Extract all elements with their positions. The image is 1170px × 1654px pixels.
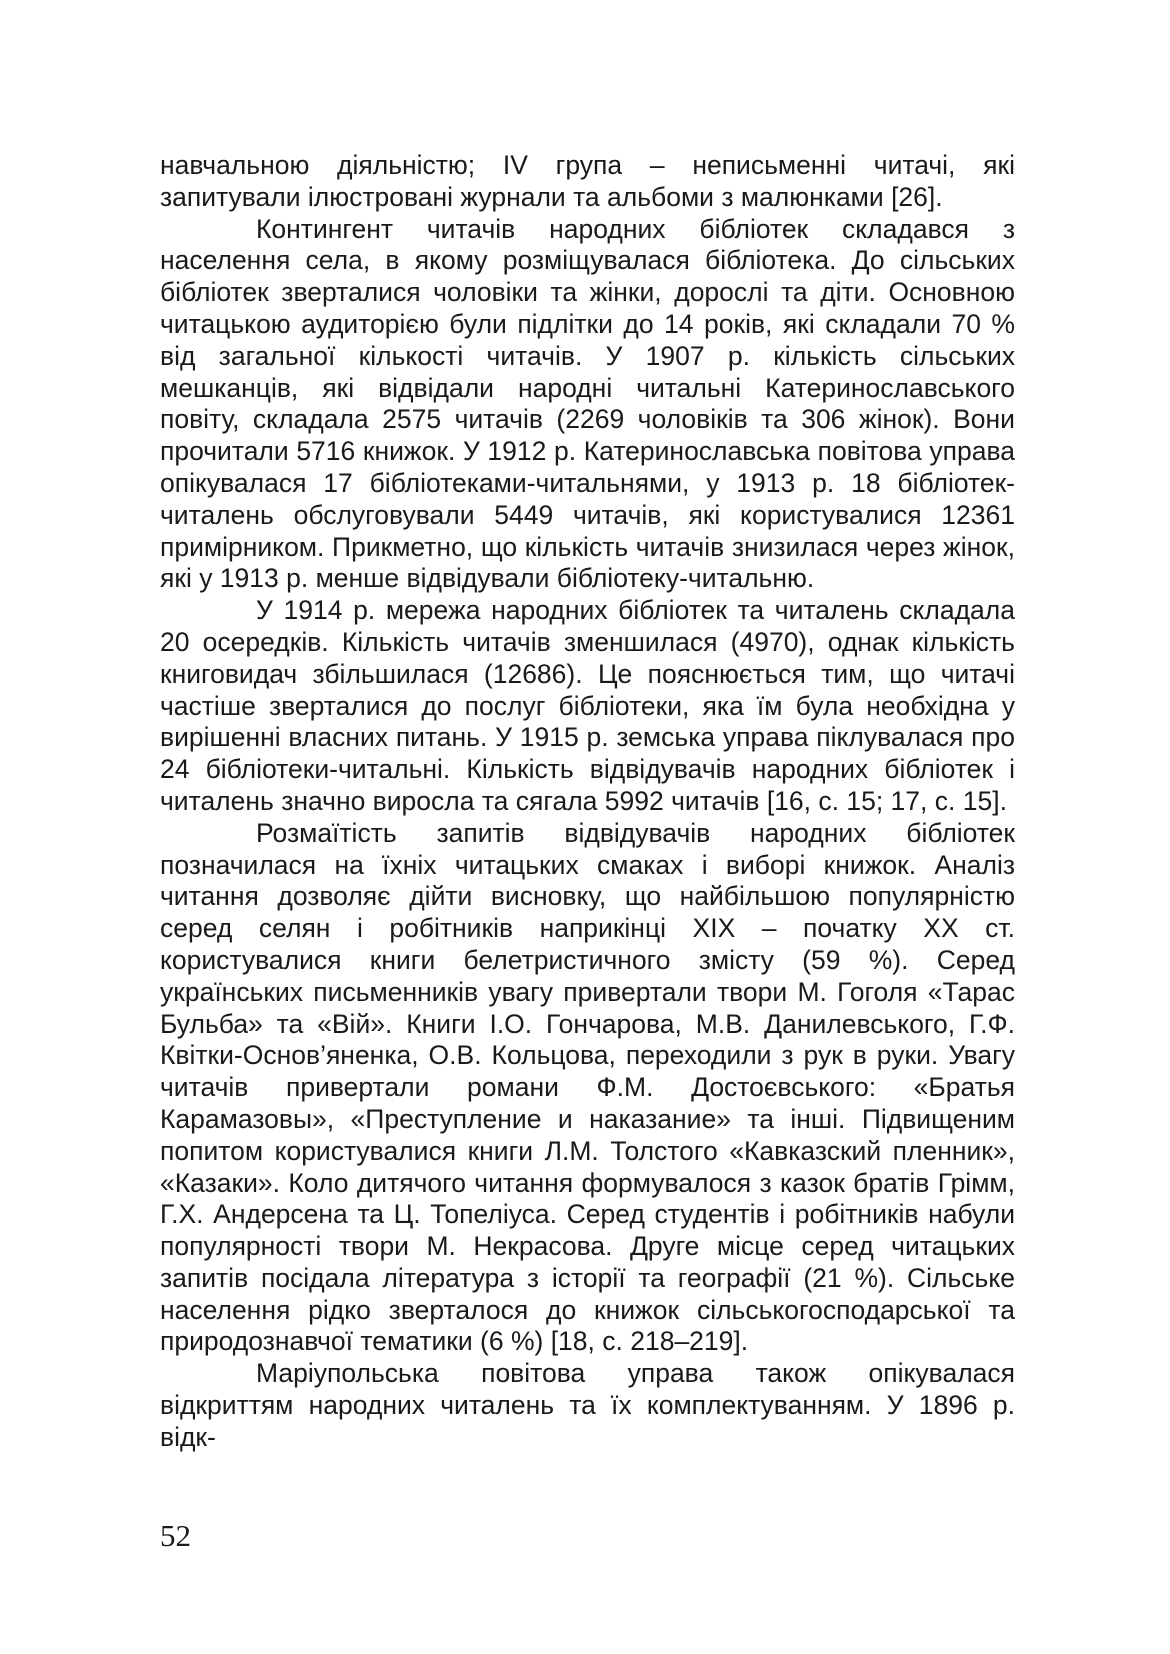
paragraph-continuation: навчальною діяльністю; IV група – неписьменні читачі, які запитували ілюстровані журнали та альбоми з малюнками [26]. bbox=[160, 150, 1015, 212]
paragraph-readers-contingent: Контингент читачів народних бібліотек складався з населення села, в якому розміщувалася бібліотека. До сільських бібліотек зверталися чоловіки та жінки, дорослі та діти. Основною читацькою аудиторією були підлітки до 14 років, які складали 70 % від загальної кількості читачів. У 1907 р. кількість сільських мешканців, які відвідали народні читальні Катеринославського повіту, складала 2575 читачів (2269 чоловіків та 306 жінок). Вони прочитали 5716 книжок. У 1912 р. Катеринославська повітова управа опікувалася 17 бібліотеками-читальнями, у 1913 р. 18 бібліотек-читалень обслуговували 5449 читачів, які користувалися 12361 примірником. Прикметно, що кількість читачів знизилася через жінок, які у 1913 р. менше відвідували бібліотеку-читальню. bbox=[160, 213, 1015, 594]
body-text bbox=[160, 150, 1015, 1454]
paragraph-1914-network: У 1914 р. мережа народних бібліотек та читалень складала 20 осередків. Кількість читачів зменшилася (4970), однак кількість книговидач збільшилася (12686). Це пояснюється тим, що читачі частіше зверталися до послуг бібліотеки, яка їм була необхідна у вирішенні власних питань. У 1915 р. земська управа піклувалася про 24 бібліотеки-читальні. Кількість відвідувачів народних бібліотек і читалень значно виросла та сягала 5992 читачів [16, с. 15; 17, с. 15]. bbox=[160, 595, 1015, 816]
paragraph-mariupol: Маріупольська повітова управа також опікувалася відкриттям народних читалень та їх комплектуванням. У 1896 р. відк- bbox=[160, 1358, 1015, 1452]
page-number: 52 bbox=[160, 1518, 191, 1553]
paragraph-reading-preferences: Розмаїтість запитів відвідувачів народних бібліотек позначилася на їхніх читацьких смаках і виборі книжок. Аналіз читання дозволяє дійти висновку, що найбільшою популярністю серед селян і робітників наприкінці XIX – початку XX ст. користувалися книги белетристичного змісту (59 %). Серед українських письменників увагу привертали твори М. Гоголя «Тарас Бульба» та «Вій». Книги І.О. Гончарова, М.В. Данилевського, Г.Ф. Квітки-Основ’яненка, О.В. Кольцова, переходили з рук в руки. Увагу читачів привертали романи Ф.М. Достоєвського: «Братья Карамазовы», «Преступление и наказание» та інші. Підвищеним попитом користувалися книги Л.М. Толстого «Кавказский пленник», «Казаки». Коло дитячого читання формувалося з казок братів Грімм, Г.Х. Андерсена та Ц. Топеліуса. Серед студентів і робітників набули популярності твори М. Некрасова. Друге місце серед читацьких запитів посідала література з історії та географії (21 %). Сільське населення рідко зверталося до книжок сільськогосподарської та природознавчої тематики (6 %) [18, с. 218–219]. bbox=[160, 817, 1015, 1357]
